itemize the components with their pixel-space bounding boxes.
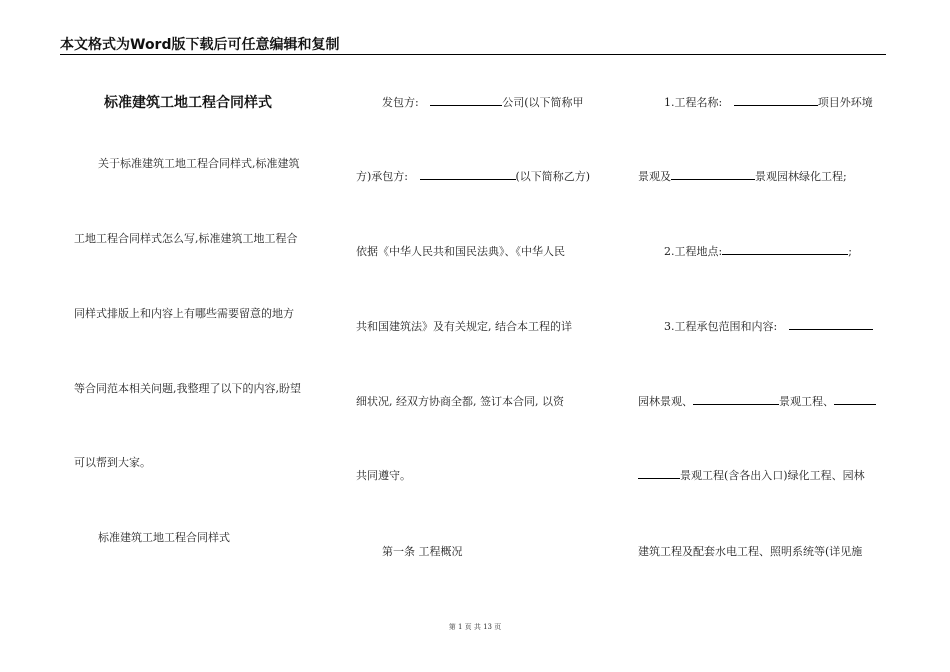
scope-blank (789, 318, 873, 330)
landscape-suffix: 景观园林绿化工程; (755, 170, 847, 183)
employer-label: 发包方: (382, 96, 419, 109)
scope-item-middle: 景观工程、 (779, 395, 834, 408)
contract-line (638, 467, 865, 483)
landscape-prefix: 景观及 (638, 170, 671, 183)
contract-line (638, 393, 876, 409)
scope-item-rest: 景观工程(含各出入口)绿化工程、园林 (680, 469, 865, 482)
header-text: 本文格式为Word版下载后可任意编辑和复制 (60, 37, 340, 53)
contract-line (638, 168, 847, 184)
scope-item-blank-1 (693, 393, 779, 405)
landscape-blank (671, 168, 755, 180)
document-header (60, 34, 886, 55)
contract-line: 建筑工程及配套水电工程、照明系统等(详见施 (638, 545, 863, 558)
contract-line (356, 168, 590, 184)
scope-item-blank-3 (638, 467, 680, 479)
contract-line: 细状况, 经双方协商全都, 签订本合同, 以资 (356, 395, 564, 408)
paragraph-line: 等合同范本相关问题,我整理了以下的内容,盼望 (74, 382, 301, 395)
scope-item-prefix: 园林景观、 (638, 395, 693, 408)
project-location-suffix: ; (848, 245, 852, 258)
project-location-label: 2.工程地点: (664, 245, 723, 258)
article-heading: 第一条 工程概况 (382, 545, 463, 558)
contractor-label: 方)承包方: (356, 170, 408, 183)
project-name-suffix: 项目外环境 (817, 96, 873, 109)
project-name-blank (734, 94, 818, 106)
page-footer: 第 1 页 共 13 页 (448, 623, 502, 631)
contract-line (382, 94, 584, 110)
contract-line (664, 94, 873, 110)
contract-line: 依据《中华人民共和国民法典》、《中华人民 (356, 245, 565, 258)
paragraph-line: 同样式排版上和内容上有哪些需要留意的地方 (74, 307, 294, 320)
paragraph-line: 可以帮到大家。 (74, 456, 151, 469)
employer-suffix: 公司(以下简称甲 (502, 96, 584, 109)
contractor-name-blank (420, 168, 516, 180)
project-name-label: 1.工程名称: (664, 96, 723, 109)
document-title: 标准建筑工地工程合同样式 (104, 95, 272, 111)
subtitle-line: 标准建筑工地工程合同样式 (98, 531, 230, 544)
employer-name-blank (430, 94, 502, 106)
paragraph-line: 关于标准建筑工地工程合同样式,标准建筑 (98, 157, 300, 170)
contractor-suffix: (以下简称乙方) (515, 170, 591, 183)
project-location-blank (722, 243, 848, 255)
contract-line (664, 318, 873, 334)
paragraph-line: 工地工程合同样式怎么写,标准建筑工地工程合 (74, 232, 298, 245)
scope-label: 3.工程承包范围和内容: (664, 320, 778, 333)
contract-line: 共同遵守。 (356, 469, 411, 482)
contract-line (664, 243, 852, 259)
contract-line: 共和国建筑法》及有关规定, 结合本工程的详 (356, 320, 572, 333)
scope-item-blank-2 (834, 393, 876, 405)
